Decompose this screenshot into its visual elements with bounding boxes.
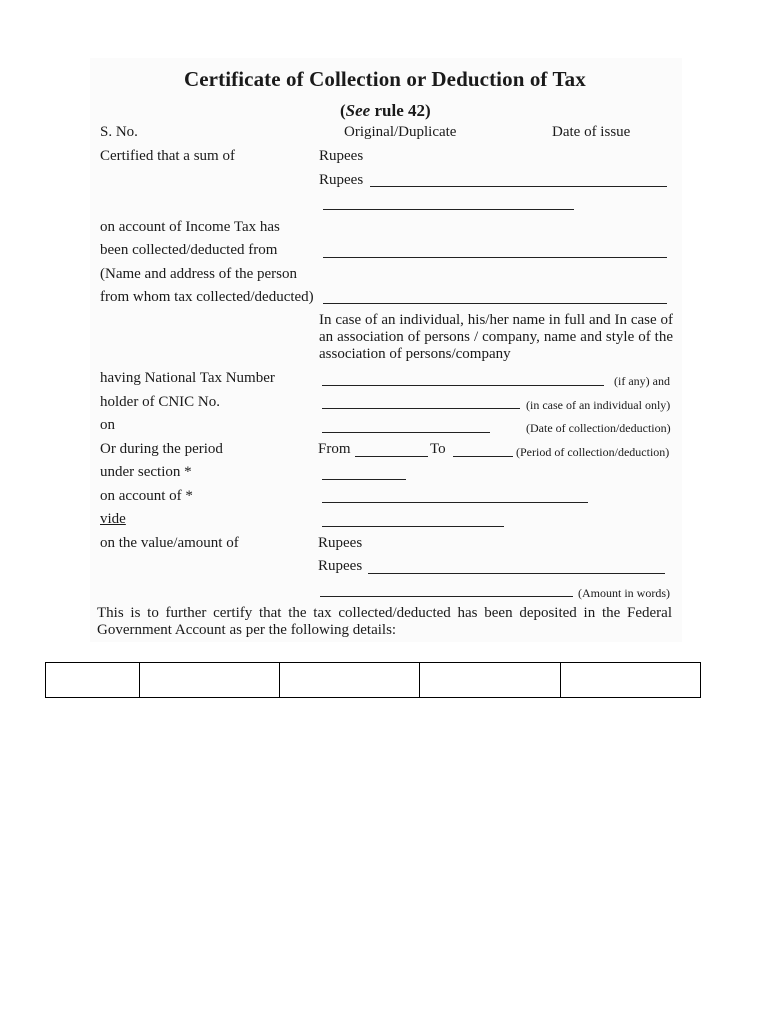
rupees-continuation-line — [323, 209, 574, 210]
deposit-certification-text: This is to further certify that the tax collected/deducted has been deposited in the Federal Government Account as per the following details: — [97, 605, 672, 638]
income-tax-label-line2: been collected/deducted from — [100, 242, 278, 258]
table-row — [46, 663, 701, 698]
collected-from-line — [323, 257, 667, 258]
table-cell — [46, 663, 140, 698]
table-cell — [279, 663, 419, 698]
form-subtitle: (See rule 42) — [340, 101, 431, 120]
value-rupees-line — [368, 573, 665, 574]
period-label: Or during the period — [100, 441, 223, 457]
table-cell — [560, 663, 700, 698]
section-label: under section * — [100, 464, 192, 480]
individual-note: In case of an individual, his/her name in full and In case of an association of persons / company, name and style of the association of persons/company — [319, 312, 673, 362]
cnic-note: (in case of an individual only) — [526, 398, 671, 412]
to-line — [453, 456, 513, 457]
vide-label: vide — [100, 511, 126, 527]
table-cell — [139, 663, 279, 698]
certified-sum-label: Certified that a sum of — [100, 148, 235, 164]
section-line — [322, 479, 406, 480]
income-tax-label-line1: on account of Income Tax has — [100, 219, 280, 235]
rupees-words-line — [370, 186, 667, 187]
deposit-details-table — [45, 662, 701, 698]
account-of-line — [322, 502, 588, 503]
cnic-label: holder of CNIC No. — [100, 394, 220, 410]
table-cell — [420, 663, 560, 698]
cnic-line — [322, 408, 520, 409]
original-duplicate-label: Original/Duplicate — [344, 124, 457, 140]
name-address-label-line2: from whom tax collected/deducted) — [100, 289, 314, 305]
form-title: Certificate of Collection or Deduction of Tax — [184, 67, 586, 91]
name-address-line — [323, 303, 667, 304]
rupees-label-2: Rupees — [319, 172, 364, 188]
rupees-label-1: Rupees — [319, 148, 364, 164]
on-label: on — [100, 417, 115, 433]
rupees-label-3: Rupees — [318, 535, 363, 551]
date-of-issue-label: Date of issue — [552, 124, 631, 140]
rupees-label-4: Rupees — [318, 558, 363, 574]
to-label: To — [430, 441, 446, 457]
amount-words-note: (Amount in words) — [578, 586, 670, 600]
from-label: From — [318, 441, 351, 457]
amount-words-line — [320, 596, 573, 597]
date-line — [322, 432, 490, 433]
ntn-label: having National Tax Number — [100, 370, 275, 386]
serial-number-label: S. No. — [100, 124, 138, 140]
period-note: (Period of collection/deduction) — [516, 445, 670, 459]
value-amount-label: on the value/amount of — [100, 535, 239, 551]
from-line — [355, 456, 428, 457]
ntn-line — [322, 385, 604, 386]
name-address-label-line1: (Name and address of the person — [100, 266, 298, 282]
date-note: (Date of collection/deduction) — [526, 421, 671, 435]
account-of-label: on account of * — [100, 488, 193, 504]
ntn-if-any-note: (if any) and — [614, 374, 670, 388]
vide-line — [322, 526, 504, 527]
